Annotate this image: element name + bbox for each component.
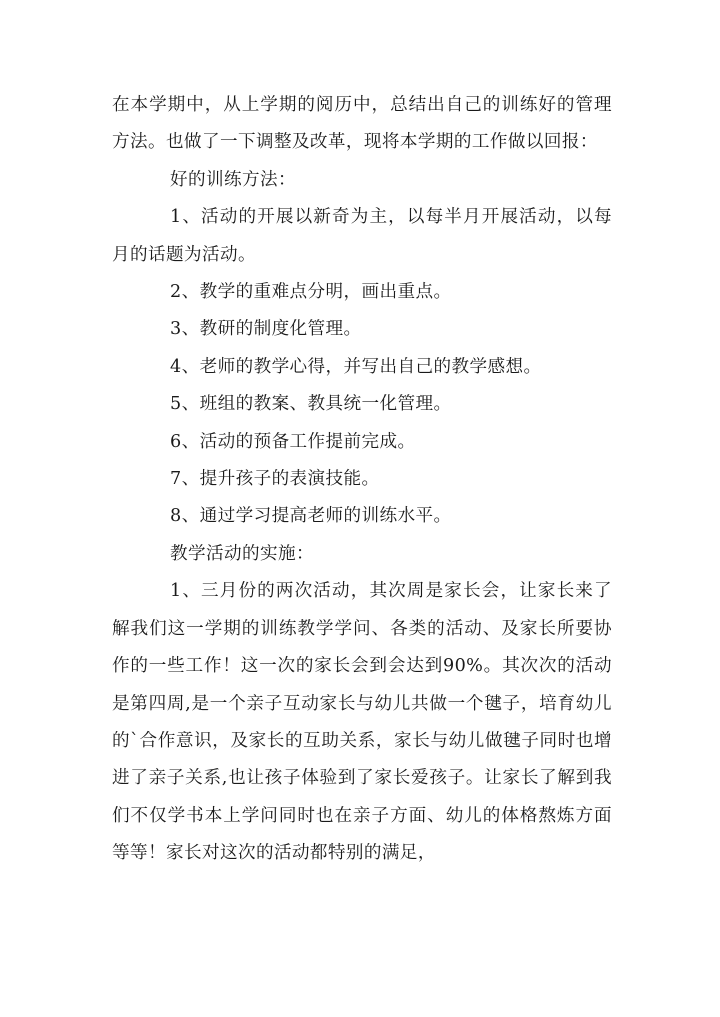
document-body: [112, 87, 612, 873]
method-item-2: 2、教学的重难点分明，画出重点。: [170, 282, 452, 303]
method-item-5: 5、班组的教案、教具统一化管理。: [170, 394, 452, 415]
method-item-1: 1、活动的开展以新奇为主，以每半月开展活动，以每月的话题为活动。: [112, 207, 612, 265]
method-item-3: 3、教研的制度化管理。: [170, 319, 362, 340]
method-item-6: 6、活动的预备工作提前完成。: [170, 431, 416, 452]
implementation-heading: 教学活动的实施：: [170, 543, 314, 564]
method-item-7: 7、提升孩子的表演技能。: [170, 469, 380, 490]
method-item-8: 8、通过学习提高老师的训练水平。: [170, 506, 452, 527]
method-item-4: 4、老师的教学心得，并写出自己的教学感想。: [170, 356, 542, 377]
implementation-item-1: 1、三月份的两次活动，其次周是家长会，让家长来了解我们这一学期的训练教学学问、各类的活动、及家长所要协作的一些工作！这一次的家长会到会达到90%。其次次的活动是第四周,是一个亲子互动家长与幼儿共做一个毽子，培育幼儿的`合作意识，及家长的互助关系，家长与幼儿做毽子同时也增进了亲子关系,也让孩子体验到了家长爱孩子。让家长了解到我们不仅学书本上学问同时也在亲子方面、幼儿的体格熬炼方面等等！家长对这次的活动都特别的满足，: [112, 581, 612, 864]
methods-heading: 好的训练方法：: [170, 169, 296, 190]
intro-paragraph: 在本学期中，从上学期的阅历中，总结出自己的训练好的管理方法。也做了一下调整及改革，现将本学期的工作做以回报：: [112, 95, 612, 153]
